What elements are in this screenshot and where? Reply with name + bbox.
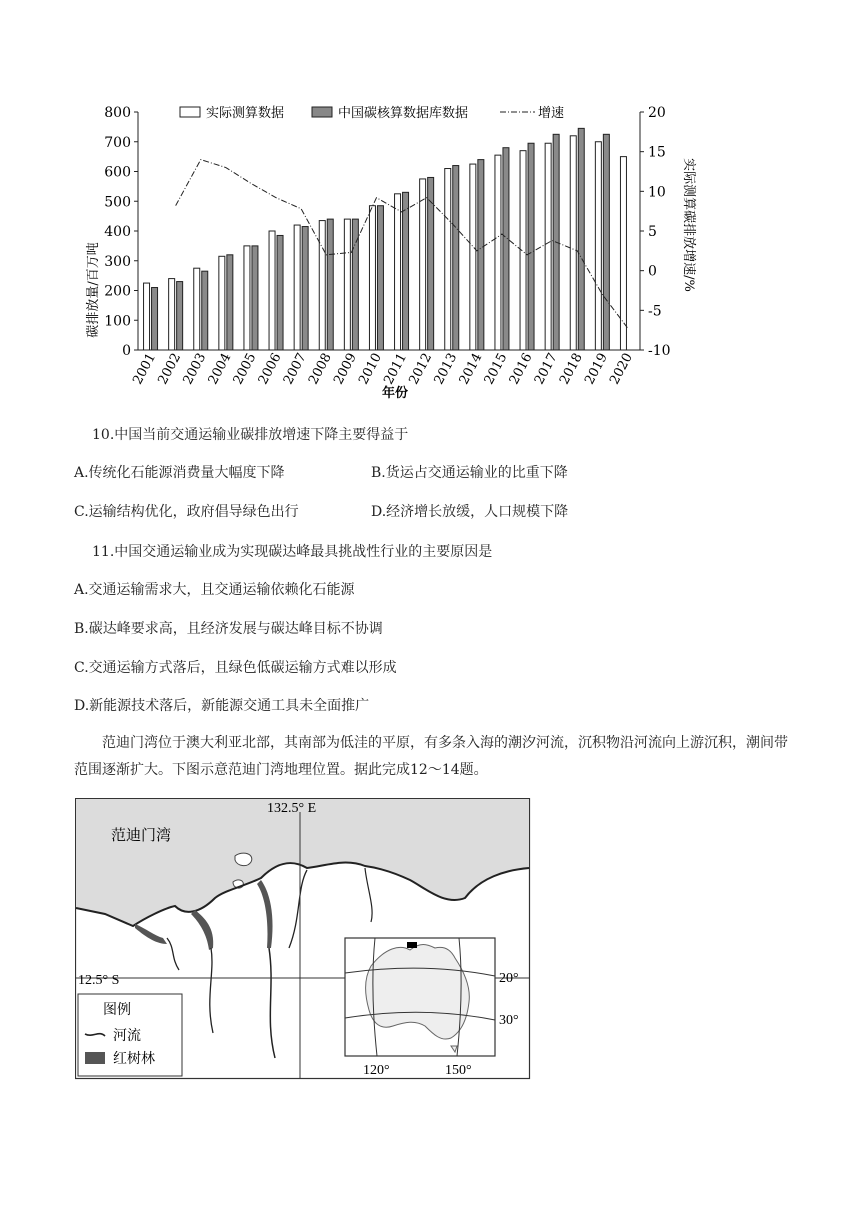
bar-ceads	[252, 246, 258, 350]
y-tick-label: 600	[104, 164, 131, 181]
bar-actual	[194, 268, 200, 350]
x-tick-label: 2005	[230, 350, 260, 388]
x-tick-label: 2002	[155, 350, 185, 388]
bar-actual	[319, 221, 325, 350]
bar-actual	[420, 179, 426, 350]
bar-ceads	[478, 160, 484, 350]
bar-actual	[395, 194, 401, 350]
y-tick-label: 500	[104, 194, 131, 211]
y-axis-title: 碳排放量/百万吨	[86, 242, 101, 338]
y-tick-label: 100	[104, 313, 131, 330]
y2-tick-label: 0	[648, 263, 657, 280]
x-tick-label: 2016	[506, 350, 536, 388]
question-10-stem: 10.中国当前交通运输业碳排放增速下降主要得益于	[92, 427, 409, 443]
question-11-option-a: A.交通运输需求大，且交通运输依赖化石能源	[74, 582, 355, 598]
bar-ceads	[578, 128, 584, 350]
question-11-stem: 11.中国交通运输业成为实现碳达峰最具挑战性行业的主要原因是	[92, 544, 493, 560]
inset-lon-120: 120°	[363, 1063, 390, 1078]
inset-lon-150: 150°	[445, 1063, 472, 1078]
bar-actual	[244, 246, 250, 350]
bar-actual	[545, 143, 551, 350]
longitude-label: 132.5° E	[267, 801, 317, 816]
y2-tick-label: 5	[648, 224, 657, 240]
question-10-option-c: C.运输结构优化，政府倡导绿色出行	[74, 504, 299, 520]
x-tick-label: 2004	[205, 350, 235, 388]
x-tick-label: 2014	[456, 350, 486, 388]
y2-tick-label: 10	[648, 184, 666, 201]
question-11-option-d: D.新能源技术落后，新能源交通工具未全面推广	[74, 698, 370, 714]
bar-actual	[495, 155, 501, 350]
bar-ceads	[277, 235, 283, 350]
question-10-option-a: A.传统化石能源消费量大幅度下降	[74, 465, 285, 481]
bar-actual	[294, 225, 300, 350]
bar-ceads	[403, 192, 409, 350]
y2-tick-label: -10	[648, 343, 671, 359]
bar-actual	[445, 169, 451, 350]
carbon-emission-chart	[80, 95, 700, 415]
y-tick-label: 300	[104, 253, 131, 270]
x-tick-label: 2013	[431, 350, 461, 388]
bar-ceads	[528, 143, 534, 350]
x-tick-label: 2015	[481, 350, 511, 388]
bar-actual	[369, 206, 375, 350]
y-tick-label: 200	[104, 283, 131, 300]
bar-ceads	[503, 148, 509, 350]
map-legend-mangrove: 红树林	[113, 1051, 155, 1067]
question-10-option-b: B.货运占交通运输业的比重下降	[371, 465, 568, 481]
latitude-label: 12.5° S	[78, 973, 120, 988]
bar-actual	[169, 279, 175, 350]
bar-actual	[595, 142, 601, 350]
legend-label-growth: 增速	[538, 106, 565, 121]
legend-label-actual: 实际测算数据	[206, 106, 285, 121]
bar-actual	[344, 219, 350, 350]
x-tick-label: 2017	[531, 350, 561, 388]
bar-actual	[269, 231, 275, 350]
map-legend-river: 河流	[113, 1028, 141, 1044]
bar-ceads	[603, 134, 609, 350]
island	[235, 853, 252, 866]
question-10-option-d: D.经济增长放缓，人口规模下降	[371, 504, 569, 520]
x-tick-label: 2012	[406, 350, 436, 388]
x-tick-label: 2008	[306, 350, 335, 388]
x-tick-label: 2003	[180, 350, 210, 388]
x-tick-label: 2011	[381, 350, 411, 388]
x-tick-label: 2001	[130, 350, 160, 388]
y2-tick-label: 15	[648, 144, 666, 161]
y2-tick-label: 20	[648, 105, 666, 121]
van-diemen-gulf-map	[75, 798, 531, 1080]
bar-ceads	[227, 255, 233, 350]
bar-ceads	[202, 271, 208, 350]
chart-legend	[180, 105, 564, 121]
y2-tick-label: -5	[648, 303, 662, 320]
y-tick-label: 400	[104, 224, 131, 240]
legend-label-ceads: 中国碳核算数据库数据	[338, 106, 469, 121]
x-axis-title: 年份	[381, 386, 409, 401]
bar-ceads	[327, 219, 333, 350]
bar-ceads	[453, 166, 459, 350]
question-11-option-c: C.交通运输方式落后，且绿色低碳运输方式难以形成	[74, 660, 397, 676]
x-tick-label: 2018	[557, 350, 586, 388]
x-tick-label: 2020	[607, 350, 636, 388]
x-tick-label: 2010	[356, 350, 385, 388]
inset-lat-30: 30°	[499, 1013, 519, 1028]
bar-actual	[470, 164, 476, 350]
inset-lat-20: 20°	[499, 971, 519, 986]
y-tick-label: 700	[104, 134, 131, 151]
x-tick-label: 2019	[582, 350, 611, 388]
bar-ceads	[377, 206, 383, 350]
bar-actual	[570, 136, 576, 350]
x-tick-label: 2007	[280, 350, 310, 388]
y-tick-label: 0	[122, 343, 131, 359]
location-marker	[407, 942, 417, 948]
question-11-option-b: B.碳达峰要求高，且经济发展与碳达峰目标不协调	[74, 621, 383, 637]
bar-actual	[219, 256, 225, 350]
bar-ceads	[302, 227, 308, 350]
bar-ceads	[177, 282, 183, 350]
y2-axis-title: 实际测算碳排放增速/%	[681, 158, 696, 292]
bar-actual	[620, 157, 626, 350]
map-legend-title: 图例	[103, 1002, 131, 1018]
x-tick-label: 2006	[255, 350, 285, 388]
mangrove-legend-icon	[85, 1052, 105, 1064]
bar-ceads	[152, 288, 158, 350]
bay-label: 范迪门湾	[111, 826, 172, 844]
y-tick-label: 800	[104, 105, 131, 121]
bar-actual	[144, 283, 150, 350]
x-tick-label: 2009	[331, 350, 360, 388]
passage-text: 范迪门湾位于澳大利亚北部，其南部为低洼的平原，有多条入海的潮汐河流，沉积物沿河流向上游沉积，潮间带范围逐渐扩大。下图示意范迪门湾地理位置。据此完成12～14题。	[74, 735, 788, 778]
growth-line	[176, 160, 628, 328]
